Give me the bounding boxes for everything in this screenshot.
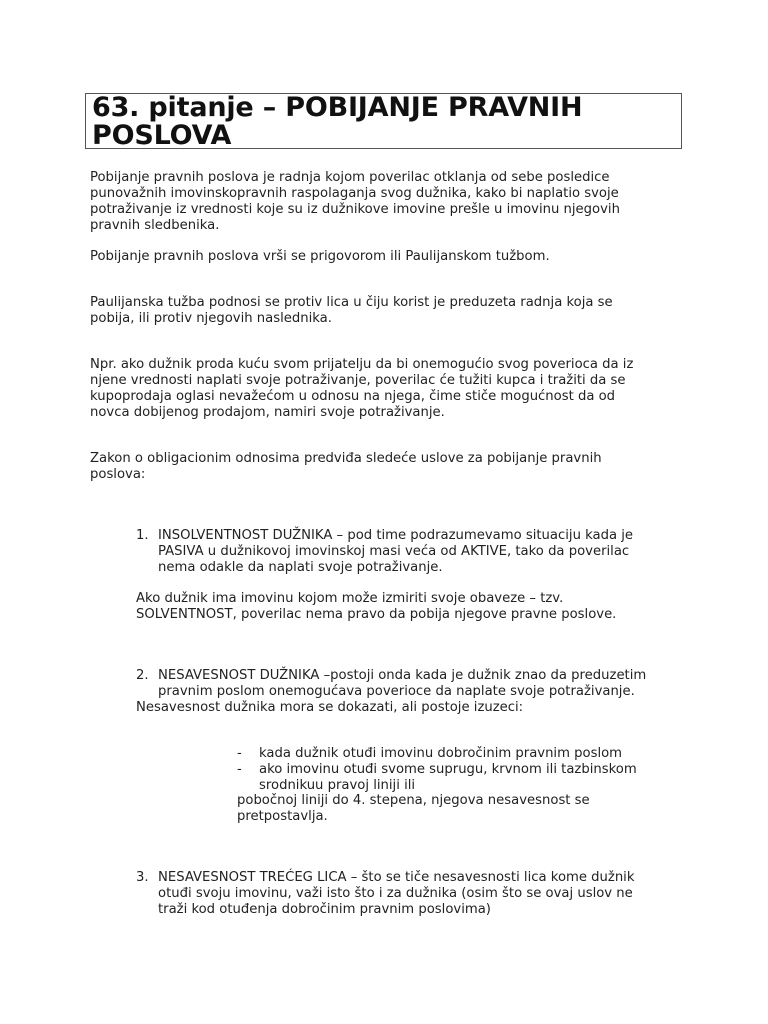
item-3-line-3: traži kod otuđenja dobročinim pravnim poslovima): [158, 902, 491, 917]
paragraph-3-line-2: pobija, ili protiv njegovih naslednika.: [90, 311, 332, 326]
bullet-dash-1: -: [237, 746, 242, 761]
paragraph-3-line-1: Paulijanska tužba podnosi se protiv lica u čiju korist je preduzeta radnja koja se: [90, 295, 613, 310]
paragraph-1-line-1: Pobijanje pravnih poslova je radnja kojom poverilac otklanja od sebe posledice: [90, 170, 610, 185]
after-bullets-line-2: pretpostavlja.: [237, 809, 328, 824]
item-1-line-1: INSOLVENTNOST DUŽNIKA – pod time podrazumevamo situaciju kada je: [158, 528, 634, 543]
paragraph-1-line-4: pravnih sledbenika.: [90, 218, 220, 233]
paragraph-1-line-2: punovažnih imovinskopravnih raspolaganja svog dužnika, kako bi naplatio svoje: [90, 186, 619, 201]
page-title-line-2: POSLOVA: [92, 120, 232, 149]
item-2-line-2: pravnim poslom onemogućava poverioce da naplate svoje potraživanje.: [158, 684, 635, 699]
list-number-1: 1.: [136, 528, 149, 543]
list-number-2: 2.: [136, 668, 149, 683]
paragraph-5-line-2: poslova:: [90, 467, 146, 482]
paragraph-4-line-3: kupoprodaja oglasi nevažećom u odnosu na njega, čime stiče mogućnost da od: [90, 389, 616, 404]
list-number-3: 3.: [136, 870, 149, 885]
item-2-note-line-1: Nesavesnost dužnika mora se dokazati, ali postoje izuzeci:: [136, 700, 524, 715]
after-bullets-line-1: pobočnoj liniji do 4. stepena, njegova nesavesnost se: [237, 793, 590, 808]
bullet-1-line-1: kada dužnik otuđi imovinu dobročinim pravnim poslom: [259, 746, 623, 761]
page-title-line-1: 63. pitanje – POBIJANJE PRAVNIH: [92, 93, 583, 123]
item-3-line-1: NESAVESNOST TREĆEG LICA – što se tiče nesavesnosti lica kome dužnik: [158, 870, 635, 885]
paragraph-4-line-1: Npr. ako dužnik proda kuću svom prijatelju da bi onemogućio svog poverioca da iz: [90, 357, 634, 372]
item-1-line-3: nema odakle da naplati svoje potraživanje.: [158, 560, 443, 575]
item-1-note-line-2: SOLVENTNOST, poverilac nema pravo da pobija njegove pravne poslove.: [136, 607, 617, 622]
paragraph-4-line-2: njene vrednosti naplati svoje potraživanje, poverilac će tužiti kupca i tražiti da se: [90, 373, 626, 388]
item-1-note-line-1: Ako dužnik ima imovinu kojom može izmiriti svoje obaveze – tzv.: [136, 591, 564, 606]
title-box: [85, 93, 682, 149]
paragraph-4-line-4: novca dobijenog prodajom, namiri svoje potraživanje.: [90, 405, 445, 420]
item-2-line-1: NESAVESNOST DUŽNIKA –postoji onda kada je dužnik znao da preduzetim: [158, 668, 647, 683]
paragraph-5-line-1: Zakon o obligacionim odnosima predviđa sledeće uslove za pobijanje pravnih: [90, 451, 602, 466]
bullet-dash-2: -: [237, 762, 242, 777]
item-3-line-2: otuđi svoju imovinu, važi isto što i za dužnika (osim što se ovaj uslov ne: [158, 886, 633, 901]
paragraph-2-line-1: Pobijanje pravnih poslova vrši se prigovorom ili Paulijanskom tužbom.: [90, 249, 550, 264]
bullet-2-line-2: srodnikuu pravoj liniji ili: [259, 778, 416, 793]
paragraph-1-line-3: potraživanje iz vrednosti koje su iz dužnikove imovine prešle u imovinu njegovih: [90, 202, 620, 217]
item-1-line-2: PASIVA u dužnikovoj imovinskoj masi veća od AKTIVE, tako da poverilac: [158, 544, 630, 559]
bullet-2-line-1: ako imovinu otuđi svome suprugu, krvnom ili tazbinskom: [259, 762, 637, 777]
